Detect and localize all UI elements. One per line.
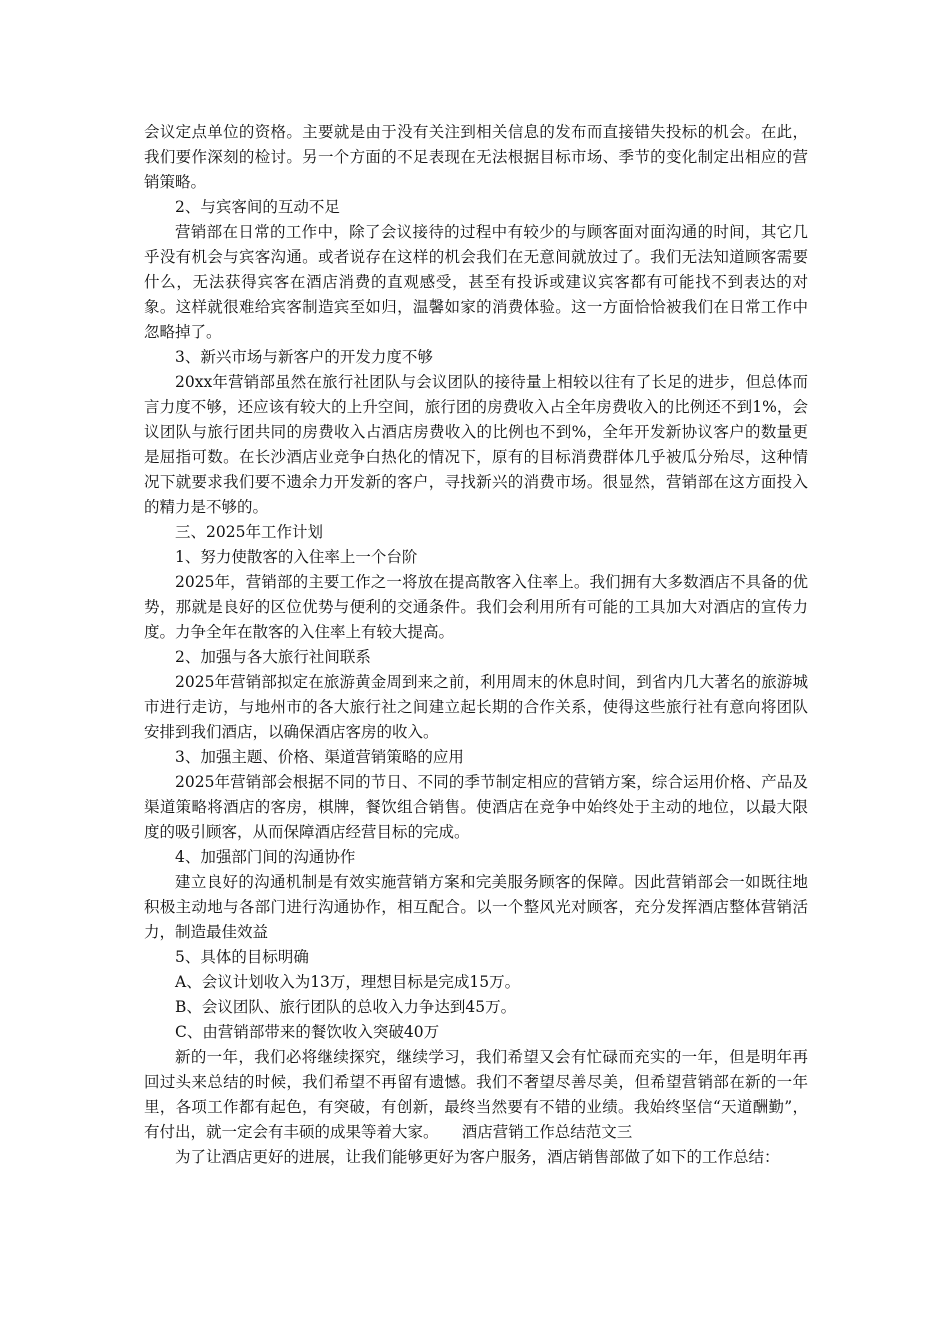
- heading-plan-4: 4、加强部门间的沟通协作: [175, 848, 356, 866]
- paragraph-new-market: 20xx年营销部虽然在旅行社团队与会议团队的接待量上相较以往有了长足的进步，但总体而言力度不够，还应该有较大的上升空间，旅行团的房费收入占全年房费收入的比例还不到1%，会议团队与旅行团共同的房费收入占酒店房费收入的比例也不到%，全年开发新协议客户的数量更是屈指可数。在长沙酒店业竞争白热化的情况下，原有的目标消费群体几乎被瓜分殆尽，这种情况下就要求我们要不遗余力开发新的客户，寻找新兴的消费市场。很显然，营销部在这方面投入的精力是不够的。: [144, 373, 808, 516]
- goal-item-c: C、由营销部带来的餐饮收入突破40万: [175, 1023, 440, 1041]
- paragraph-plan-4: 建立良好的沟通机制是有效实施营销方案和完美服务顾客的保障。因此营销部会一如既往地积极主动地与各部门进行沟通协作，相互配合。以一个整风光对顾客，充分发挥酒店整体营销活力，制造最佳效益: [144, 873, 808, 941]
- heading-interaction: 2、与宾客间的互动不足: [175, 198, 340, 216]
- heading-plan-3: 3、加强主题、价格、渠道营销策略的应用: [175, 748, 464, 766]
- paragraph-plan-3: 2025年营销部会根据不同的节日、不同的季节制定相应的营销方案，综合运用价格、产品及渠道策略将酒店的客房，棋牌，餐饮组合销售。使酒店在竞争中始终处于主动的地位，以最大限度的吸引顾客，从而保障酒店经营目标的完成。: [144, 773, 808, 841]
- paragraph-plan-2: 2025年营销部拟定在旅游黄金周到来之前，利用周末的休息时间，到省内几大著名的旅游城市进行走访，与地州市的各大旅行社之间建立起长期的合作关系，使得这些旅行社有意向将团队安排到我们酒店，以确保酒店客房的收入。: [144, 673, 808, 741]
- document-page: [144, 120, 808, 1170]
- heading-plan-5: 5、具体的目标明确: [175, 948, 309, 966]
- goal-item-b: B、会议团队、旅行团队的总收入力争达到45万。: [175, 998, 517, 1016]
- heading-new-market: 3、新兴市场与新客户的开发力度不够: [175, 348, 433, 366]
- paragraph-interaction: 营销部在日常的工作中，除了会议接待的过程中有较少的与顾客面对面沟通的时间，其它几乎没有机会与宾客沟通。或者说存在这样的机会我们在无意间就放过了。我们无法知道顾客需要什么，无法获得宾客在酒店消费的直观感受，甚至有投诉或建议宾客都有可能找不到表达的对象。这样就很难给宾客制造宾至如归，温馨如家的消费体验。这一方面恰恰被我们在日常工作中忽略掉了。: [144, 223, 808, 341]
- paragraph-closing: 新的一年，我们必将继续探究，继续学习，我们希望又会有忙碌而充实的一年，但是明年再回过头来总结的时候，我们希望不再留有遗憾。我们不奢望尽善尽美，但希望营销部在新的一年里，各项工作都有起色，有突破，有创新，最终当然要有不错的业绩。我始终坚信“天道酬勤”，有付出，就一定会有丰硕的成果等着大家。 酒店营销工作总结范文三: [144, 1048, 808, 1141]
- paragraph-plan-1: 2025年，营销部的主要工作之一将放在提高散客入住率上。我们拥有大多数酒店不具备的优势，那就是良好的区位优势与便利的交通条件。我们会利用所有可能的工具加大对酒店的宣传力度。力争全年在散客的入住率上有较大提高。: [144, 573, 808, 641]
- goal-item-a: A、会议计划收入为13万，理想目标是完成15万。: [175, 973, 521, 991]
- heading-plan-1: 1、努力使散客的入住率上一个台阶: [175, 548, 418, 566]
- section-heading-plan: 三、2025年工作计划: [175, 523, 323, 541]
- paragraph-summary-intro: 为了让酒店更好的进展，让我们能够更好为客户服务，酒店销售部做了如下的工作总结：: [175, 1148, 780, 1166]
- heading-plan-2: 2、加强与各大旅行社间联系: [175, 648, 371, 666]
- paragraph-continuation: 会议定点单位的资格。主要就是由于没有关注到相关信息的发布而直接错失投标的机会。在此，我们要作深刻的检讨。另一个方面的不足表现在无法根据目标市场、季节的变化制定出相应的营销策略。: [144, 123, 808, 191]
